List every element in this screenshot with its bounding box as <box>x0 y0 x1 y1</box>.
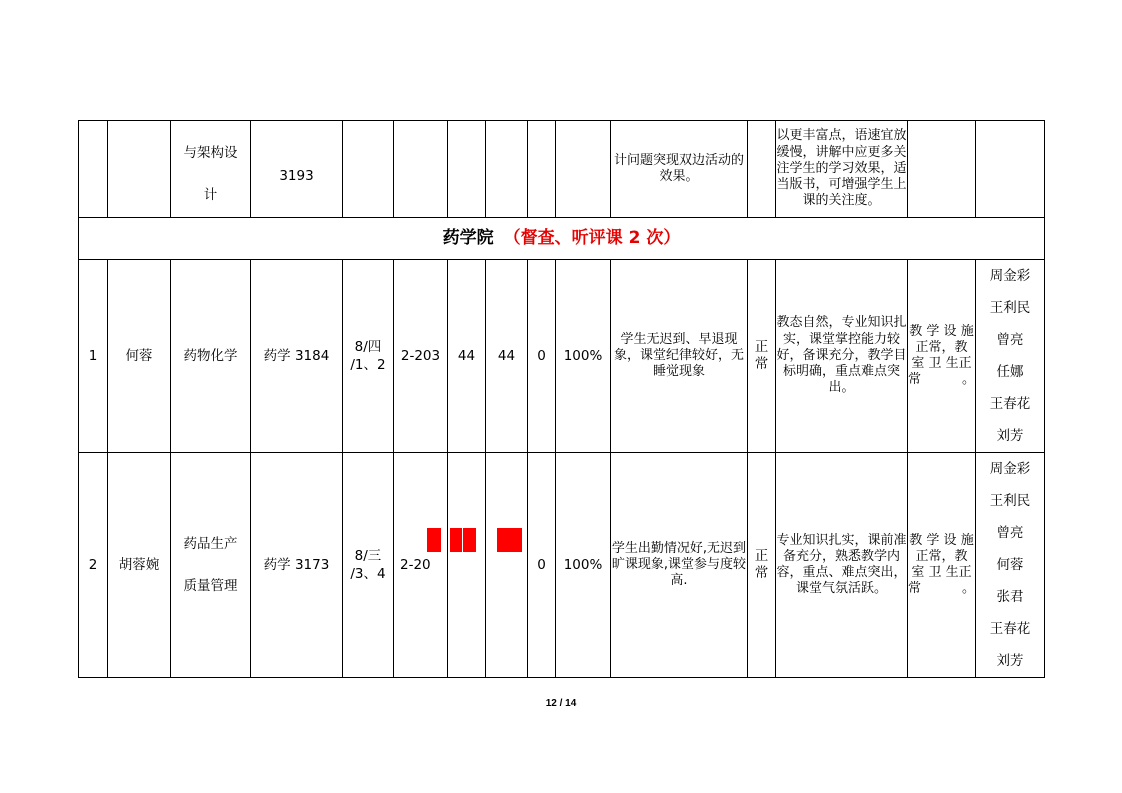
cell-env <box>908 121 976 218</box>
cell-time: 8/四 /1、2 <box>343 260 394 453</box>
inspection-table <box>78 120 1045 678</box>
cell-env: 教 学 设 施正常，教 室 卫 生正常。 <box>908 453 976 678</box>
cell-inspectors: 周金彩 王利民 曾亮 任娜 王春花 刘芳 <box>976 260 1045 453</box>
redaction-mark <box>463 528 476 552</box>
cell-no: 1 <box>79 260 108 453</box>
cell-feedback: 学生无迟到、早退现象，课堂纪律较好，无睡觉现象 <box>611 260 748 453</box>
cell-time <box>343 121 394 218</box>
cell-course: 药物化学 <box>171 260 251 453</box>
cell-inspectors <box>976 121 1045 218</box>
cell-room: 2-203 <box>394 260 448 453</box>
cell-time: 8/三 /3、4 <box>343 453 394 678</box>
cell-inspectors: 周金彩 王利民 曾亮 何蓉 张君 王春花 刘芳 <box>976 453 1045 678</box>
cell-comment: 教态自然，专业知识扎实，课堂掌控能力较好，备课充分，教学目标明确，重点难点突出。 <box>776 260 908 453</box>
section-title: 药学院 <box>442 227 494 248</box>
cell-class: 药学 3173 <box>251 453 343 678</box>
cell-teacher <box>108 121 171 218</box>
cell-absent: 0 <box>528 453 556 678</box>
cell-env: 教 学 设 施正常，教 室 卫 生正常。 <box>908 260 976 453</box>
section-header <box>79 218 1045 260</box>
section-note: （督查、听评课 2 次） <box>503 227 681 248</box>
cell-rate: 100% <box>556 453 611 678</box>
redaction-mark <box>427 528 441 552</box>
cell-rate <box>556 121 611 218</box>
cell-actual: 44 <box>486 260 528 453</box>
cell-should <box>448 121 486 218</box>
cell-comment: 以更丰富点，语速宜放缓慢，讲解中应更多关注学生的学习效果，适当版书，可增强学生上课的关注度。 <box>776 121 908 218</box>
cell-comment: 专业知识扎实，课前准备充分，熟悉教学内容，重点、难点突出，课堂气氛活跃。 <box>776 453 908 678</box>
cell-feedback: 计问题突现双边活动的效果。 <box>611 121 748 218</box>
cell-room <box>394 121 448 218</box>
cell-status <box>748 121 776 218</box>
redaction-mark <box>450 528 462 552</box>
cell-no <box>79 121 108 218</box>
cell-status: 正 常 <box>748 260 776 453</box>
page-number: 12 / 14 <box>545 698 577 709</box>
prev-row <box>79 121 1045 218</box>
cell-should: 44 <box>448 260 486 453</box>
cell-feedback: 学生出勤情况好,无迟到旷课现象,课堂参与度较高. <box>611 453 748 678</box>
table-row <box>79 260 1045 453</box>
cell-class: 药学 3184 <box>251 260 343 453</box>
cell-course: 与架构设 计 <box>171 121 251 218</box>
cell-actual <box>486 453 528 678</box>
cell-status: 正 常 <box>748 453 776 678</box>
cell-should <box>448 453 486 678</box>
cell-room: 2-20 <box>394 453 448 678</box>
cell-teacher: 胡蓉婉 <box>108 453 171 678</box>
cell-no: 2 <box>79 453 108 678</box>
cell-course: 药品生产 质量管理 <box>171 453 251 678</box>
table-row <box>79 453 1045 678</box>
cell-class: 3193 <box>251 121 343 218</box>
cell-absent: 0 <box>528 260 556 453</box>
cell-actual <box>486 121 528 218</box>
cell-teacher: 何蓉 <box>108 260 171 453</box>
section-row <box>79 218 1045 260</box>
redaction-mark <box>497 528 522 552</box>
cell-rate: 100% <box>556 260 611 453</box>
cell-absent <box>528 121 556 218</box>
